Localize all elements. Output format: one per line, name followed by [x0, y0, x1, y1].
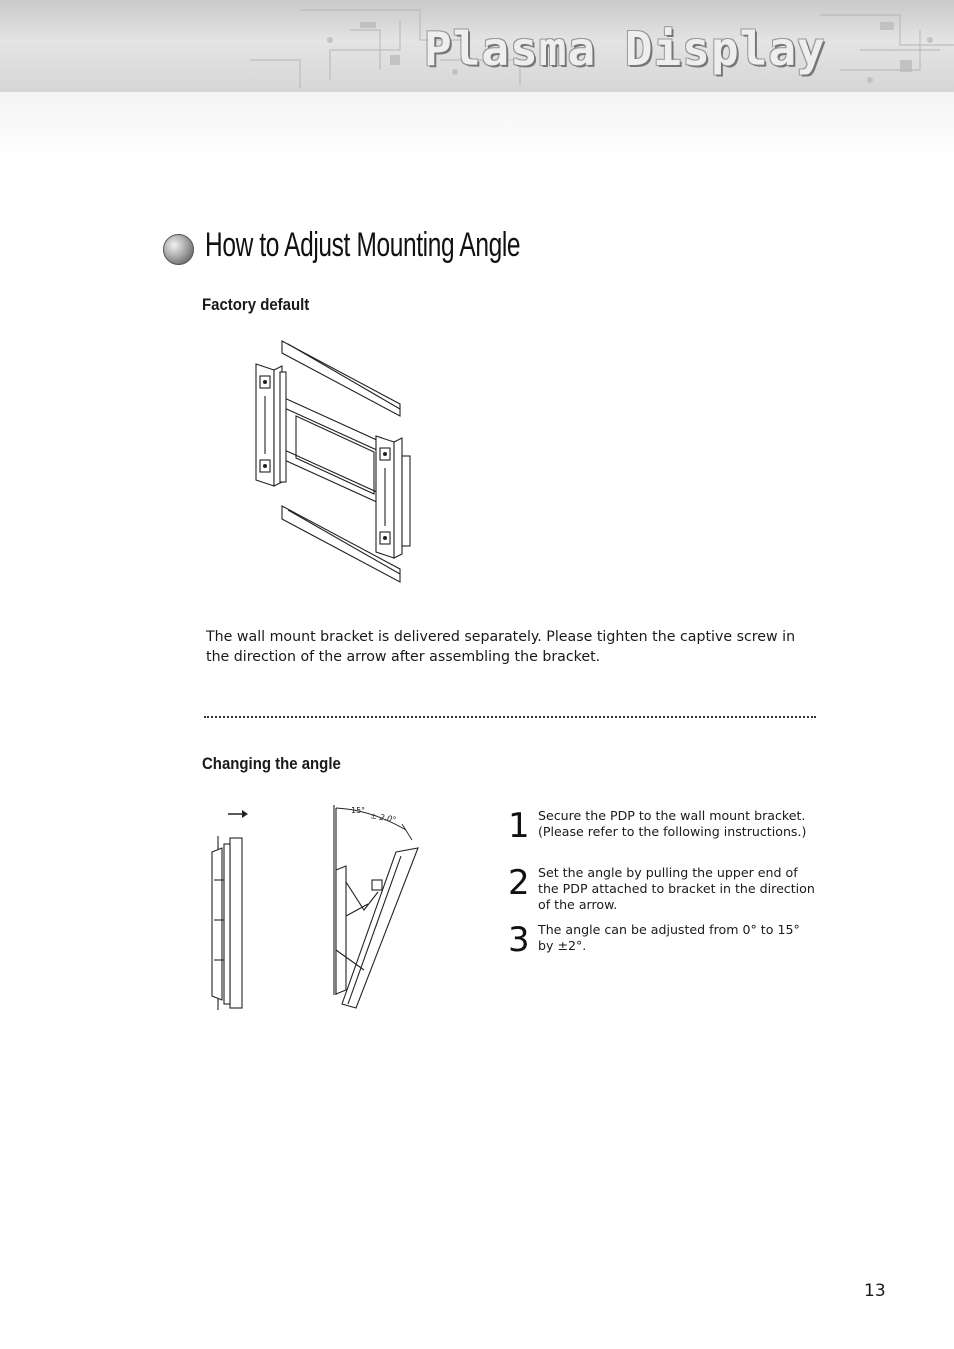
pull-direction-arrow-icon — [228, 810, 248, 818]
dotted-divider — [204, 716, 816, 718]
factory-default-description: The wall mount bracket is delivered separately. Please tighten the captive screw in the direction of the arrow after assembling the bracket. — [206, 629, 796, 665]
step-text: Secure the PDP to the wall mount bracket. (Please refer to the following instructions.) — [538, 808, 807, 839]
angle-label: 15° — [351, 806, 366, 815]
header-banner — [0, 0, 954, 92]
wall-mount-bracket-illustration — [250, 336, 430, 596]
step-number: 2 — [508, 863, 530, 903]
section-bullet-icon — [163, 234, 194, 265]
angle-adjust-illustration — [196, 800, 436, 1020]
header-fade — [0, 92, 954, 162]
section-title: How to Adjust Mounting Angle — [205, 226, 521, 264]
tolerance-label: ± 2.0° — [369, 811, 397, 825]
changing-angle-heading: Changing the angle — [202, 754, 341, 773]
header-title: Plasma Display — [424, 22, 826, 76]
factory-default-heading: Factory default — [202, 295, 310, 314]
step-number: 1 — [508, 806, 530, 846]
step-text: Set the angle by pulling the upper end of the PDP attached to bracket in the direction of the arrow. — [538, 865, 815, 912]
page-number: 13 — [864, 1281, 886, 1301]
step-number: 3 — [508, 920, 530, 960]
step-text: The angle can be adjusted from 0° to 15° by ±2°. — [538, 922, 800, 953]
